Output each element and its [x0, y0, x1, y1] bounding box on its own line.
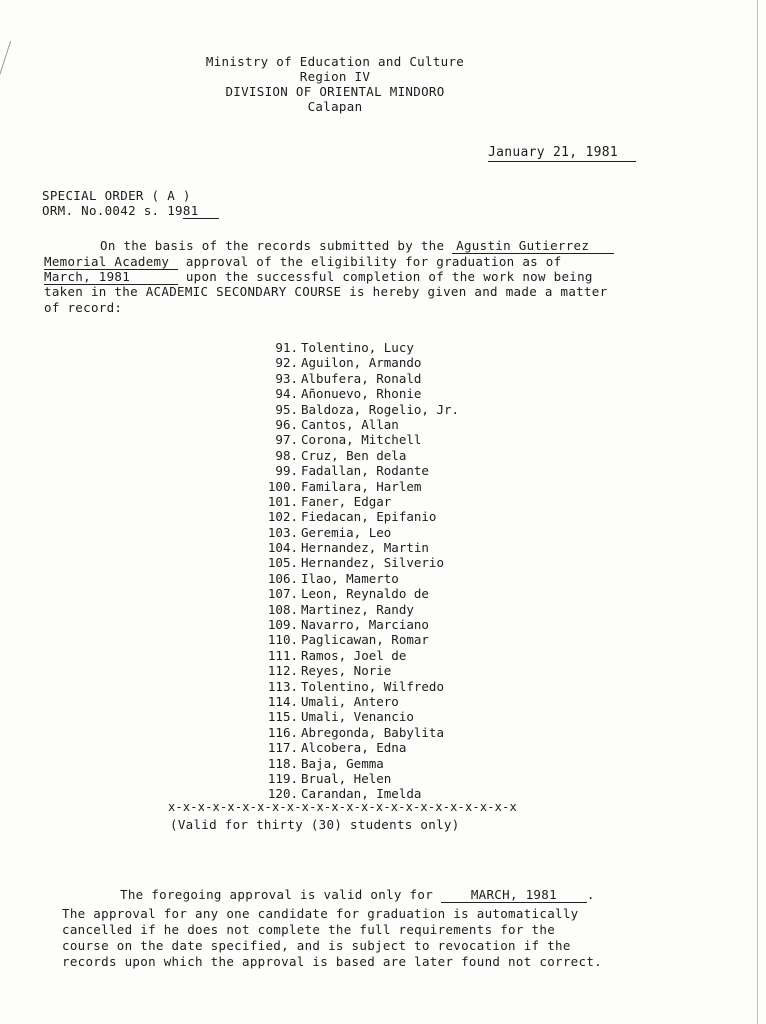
student-name: Corona, Mitchell	[301, 432, 422, 448]
student-name: Alcobera, Edna	[301, 740, 407, 756]
student-number: 102.	[267, 509, 298, 525]
student-name: Aguilon, Armando	[301, 355, 422, 371]
student-number: 95.	[275, 401, 298, 417]
school-name-part-2: Memorial Academy	[44, 254, 178, 270]
student-row	[244, 340, 459, 355]
validity-note: (Valid for thirty (30) students only)	[170, 817, 460, 832]
student-name: Abregonda, Babylita	[301, 724, 444, 740]
student-number: 106.	[267, 570, 298, 586]
student-number: 101.	[267, 493, 298, 509]
student-row	[244, 602, 459, 617]
header-region: Region IV	[299, 69, 371, 84]
student-number: 99.	[275, 463, 298, 479]
body-line-4: taken in the ACADEMIC SECONDARY COURSE is hereby given and made a matter	[44, 284, 608, 299]
student-number: 110.	[267, 632, 298, 648]
student-name: Leon, Reynaldo de	[301, 586, 429, 602]
closing-line-5: records upon which the approval is based are later found not correct.	[62, 954, 602, 969]
student-row	[244, 740, 459, 755]
body-line-3	[44, 269, 593, 285]
student-number: 114.	[267, 693, 298, 709]
student-row	[244, 525, 459, 540]
header-ministry: Ministry of Education and Culture	[205, 54, 465, 69]
validity-date: MARCH, 1981	[441, 887, 587, 903]
student-row	[244, 709, 459, 724]
student-row	[244, 463, 459, 478]
student-number: 109.	[267, 617, 298, 633]
student-name: Geremia, Leo	[301, 524, 392, 540]
closing-line-1-text: The foregoing approval is valid only for	[120, 887, 434, 902]
scan-mark	[0, 41, 11, 79]
student-name: Cruz, Ben dela	[301, 447, 407, 463]
student-name: Martinez, Randy	[301, 601, 414, 617]
closing-line-4: course on the date specified, and is subject to revocation if the	[62, 938, 571, 953]
student-row	[244, 494, 459, 509]
student-row	[244, 479, 459, 494]
student-name: Brual, Helen	[301, 770, 392, 786]
school-name-part-1: Agustin Gutierrez	[452, 238, 614, 254]
student-name: Fadallan, Rodante	[301, 463, 429, 479]
student-row	[244, 663, 459, 678]
letterhead	[190, 54, 480, 114]
order-number	[42, 203, 219, 219]
student-row	[244, 648, 459, 663]
student-number: 113.	[267, 678, 298, 694]
student-number: 96.	[275, 416, 298, 432]
student-name: Albufera, Ronald	[301, 370, 422, 386]
student-name: Añonuevo, Rhonie	[301, 386, 422, 402]
closing-line-2: The approval for any one candidate for graduation is automatically	[62, 906, 579, 921]
body-line-5: of record:	[44, 300, 123, 315]
student-row	[244, 725, 459, 740]
student-row	[244, 771, 459, 786]
student-number: 97.	[275, 432, 298, 448]
student-row	[244, 371, 459, 386]
student-list	[244, 340, 459, 802]
student-number: 117.	[267, 740, 298, 756]
student-name: Umali, Venancio	[301, 709, 414, 725]
body-line-1	[100, 238, 614, 254]
body-line-2-text: approval of the eligibility for graduation as of	[185, 254, 562, 269]
graduation-date: March, 1981	[44, 269, 178, 285]
student-name: Tolentino, Lucy	[301, 340, 414, 355]
student-row	[244, 586, 459, 601]
student-row	[244, 555, 459, 570]
student-name: Paglicawan, Romar	[301, 632, 429, 648]
student-number: 118.	[267, 755, 298, 771]
student-row	[244, 432, 459, 447]
student-row	[244, 355, 459, 370]
student-name: Reyes, Norie	[301, 663, 392, 679]
order-date: January 21, 1981	[488, 145, 636, 162]
student-name: Tolentino, Wilfredo	[301, 678, 444, 694]
student-number: 115.	[267, 709, 298, 725]
student-name: Faner, Edgar	[301, 493, 392, 509]
student-row	[244, 571, 459, 586]
header-city: Calapan	[307, 99, 363, 114]
student-row	[244, 509, 459, 524]
closing-line-1: The foregoing approval is valid only for MARCH, 1981 .	[120, 887, 595, 902]
student-number: 94.	[275, 386, 298, 402]
student-number: 103.	[267, 524, 298, 540]
student-name: Ramos, Joel de	[301, 647, 407, 663]
student-name: Familara, Harlem	[301, 478, 422, 494]
student-number: 98.	[275, 447, 298, 463]
student-name: Ilao, Mamerto	[301, 570, 399, 586]
student-number: 120.	[267, 786, 298, 802]
student-number: 116.	[267, 724, 298, 740]
student-number: 91.	[275, 340, 298, 355]
student-name: Baldoza, Rogelio, Jr.	[301, 401, 460, 417]
separator-line: x-x-x-x-x-x-x-x-x-x-x-x-x-x-x-x-x-x-x-x-x-x-x-x	[168, 800, 517, 814]
student-row	[244, 402, 459, 417]
student-name: Hernandez, Silverio	[301, 555, 444, 571]
student-number: 107.	[267, 586, 298, 602]
order-year: 81	[183, 203, 219, 219]
student-number: 119.	[267, 770, 298, 786]
student-number: 93.	[275, 370, 298, 386]
student-name: Hernandez, Martin	[301, 540, 429, 556]
student-name: Navarro, Marciano	[301, 617, 429, 633]
student-name: Baja, Gemma	[301, 755, 384, 771]
student-number: 105.	[267, 555, 298, 571]
student-row	[244, 756, 459, 771]
body-line-3-text: upon the successful completion of the work now being	[185, 269, 593, 284]
student-row	[244, 679, 459, 694]
student-row	[244, 632, 459, 647]
student-row	[244, 694, 459, 709]
student-number: 104.	[267, 540, 298, 556]
body-line-1-text: On the basis of the records submitted by the	[100, 238, 445, 253]
special-order-title: SPECIAL ORDER ( A )	[42, 188, 191, 203]
student-row	[244, 617, 459, 632]
order-number-prefix: ORM. No.0042 s. 19	[42, 203, 183, 218]
student-name: Carandan, Imelda	[301, 786, 422, 802]
student-row	[244, 417, 459, 432]
page-edge-line	[757, 0, 758, 1024]
student-name: Cantos, Allan	[301, 416, 399, 432]
student-number: 92.	[275, 355, 298, 371]
closing-line-3: cancelled if he does not complete the full requirements for the	[62, 922, 556, 937]
body-line-2	[44, 254, 561, 270]
student-number: 108.	[267, 601, 298, 617]
student-number: 112.	[267, 663, 298, 679]
student-row	[244, 448, 459, 463]
student-row	[244, 540, 459, 555]
student-number: 100.	[267, 478, 298, 494]
student-name: Fiedacan, Epifanio	[301, 509, 437, 525]
student-name: Umali, Antero	[301, 693, 399, 709]
header-division: DIVISION OF ORIENTAL MINDORO	[225, 84, 445, 99]
student-number: 111.	[267, 647, 298, 663]
student-row	[244, 386, 459, 401]
